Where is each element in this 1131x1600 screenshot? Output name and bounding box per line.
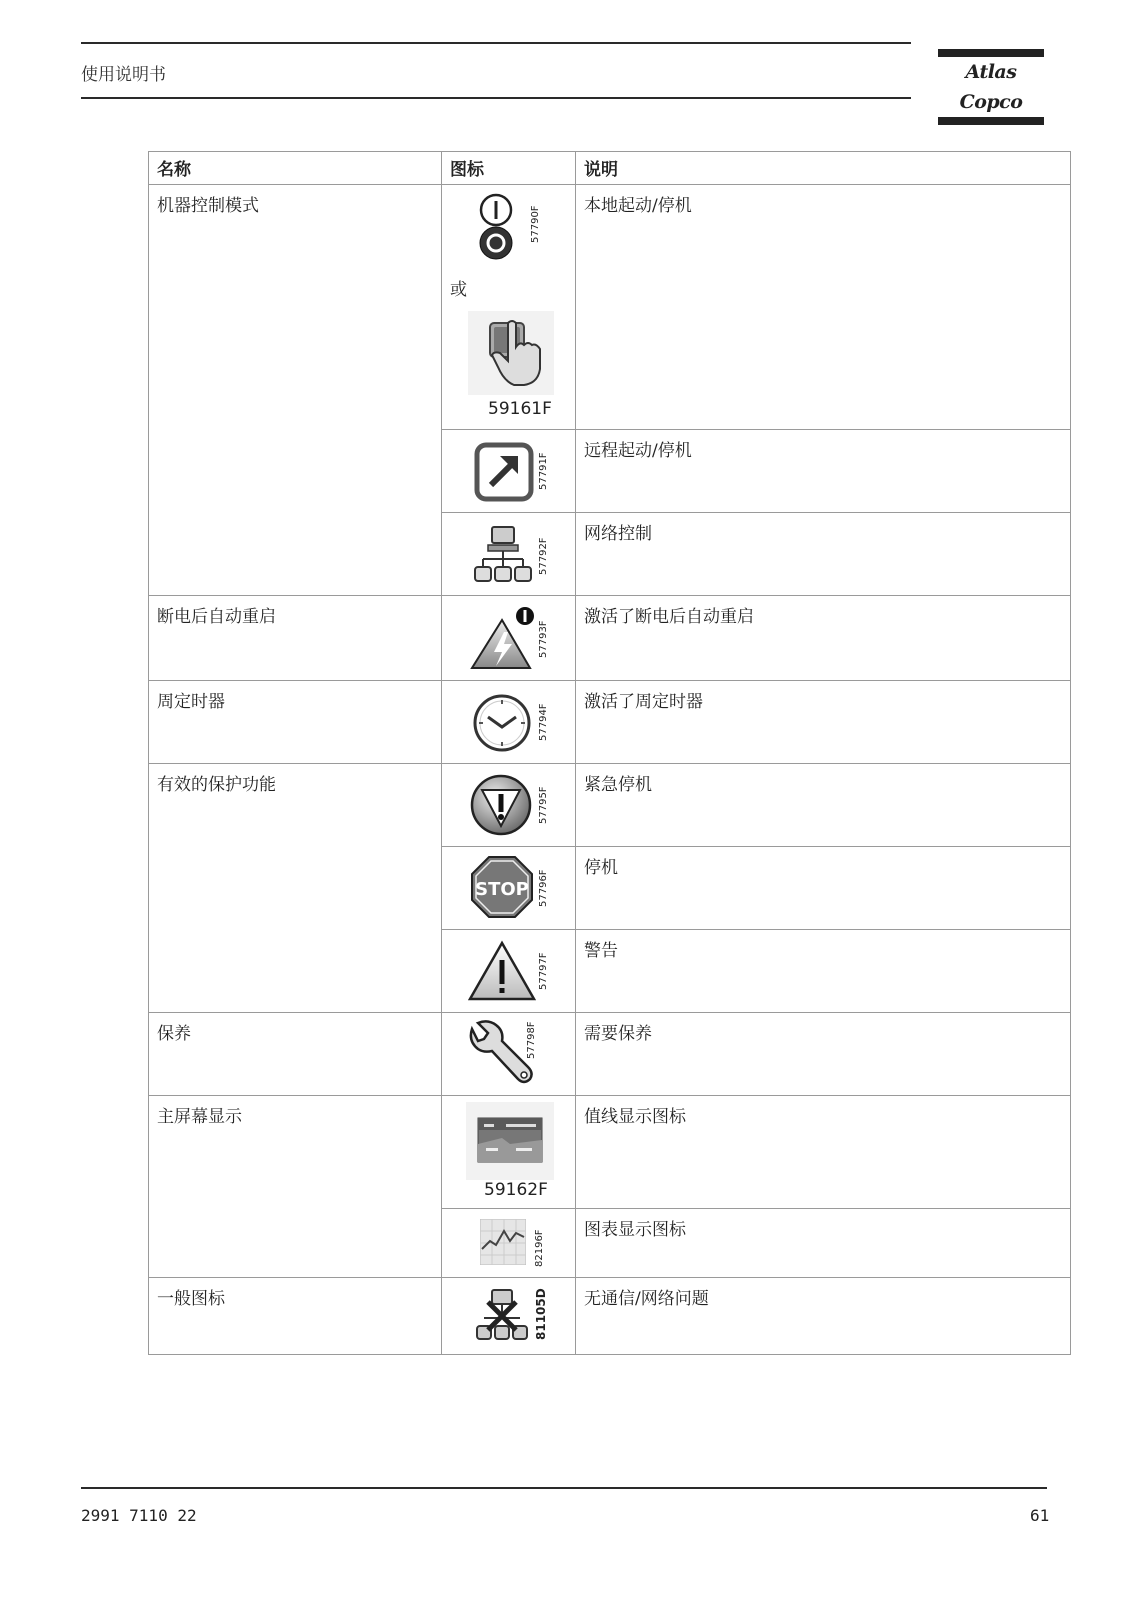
icon-code: 81105D	[534, 1288, 548, 1340]
icon-table	[148, 151, 1071, 1355]
chart-icon	[480, 1219, 526, 1265]
header-bottom-rule	[81, 97, 911, 99]
network-icon	[474, 525, 534, 585]
table-row	[149, 764, 1071, 847]
icon-code-alt: 59161F	[488, 399, 552, 419]
icon-code: 57794F	[538, 703, 549, 741]
row-description: 图表显示图标	[576, 1209, 1071, 1278]
column-header-icon: 图标	[442, 152, 576, 185]
icon-code: 59162F	[484, 1180, 548, 1200]
row-description: 网络控制	[576, 513, 1071, 596]
icon-code: 57792F	[538, 537, 549, 575]
svg-text:STOP: STOP	[475, 879, 529, 900]
icon-code: 57797F	[538, 952, 549, 990]
row-description: 警告	[576, 930, 1071, 1013]
row-description: 需要保养	[576, 1013, 1071, 1096]
row-name: 断电后自动重启	[149, 596, 442, 681]
row-description: 值线显示图标	[576, 1096, 1071, 1209]
row-name: 机器控制模式	[149, 185, 442, 596]
table-row	[149, 1096, 1071, 1209]
page-number: 61	[1030, 1506, 1050, 1525]
icon-code: 57798F	[526, 1021, 537, 1059]
start-stop-icon	[472, 191, 524, 261]
row-description: 无通信/网络问题	[576, 1278, 1071, 1355]
document-number: 2991 7110 22	[81, 1506, 197, 1525]
table-header-row	[149, 152, 1071, 185]
table-row	[149, 1278, 1071, 1355]
icon-code: 57790F	[530, 205, 541, 243]
warning-triangle-icon	[468, 940, 536, 1002]
row-description: 激活了断电后自动重启	[576, 596, 1071, 681]
power-restart-icon	[470, 606, 538, 670]
table-row	[149, 185, 1071, 430]
row-description: 停机	[576, 847, 1071, 930]
table-row	[149, 681, 1071, 764]
atlas-copco-logo: Atlas Copco	[938, 49, 1044, 125]
row-name: 周定时器	[149, 681, 442, 764]
row-description: 紧急停机	[576, 764, 1071, 847]
header-top-rule	[81, 42, 911, 44]
column-header-name: 名称	[149, 152, 442, 185]
icon-code: 57796F	[538, 869, 549, 907]
icon-code: 82196F	[534, 1229, 545, 1267]
row-description: 远程起动/停机	[576, 430, 1071, 513]
column-header-description: 说明	[576, 152, 1071, 185]
row-name: 有效的保护功能	[149, 764, 442, 1013]
table-row	[149, 1013, 1071, 1096]
stop-sign-icon	[470, 855, 534, 919]
or-label: 或	[450, 280, 467, 300]
row-name: 一般图标	[149, 1278, 442, 1355]
remote-arrow-icon	[474, 442, 534, 502]
row-name: 主屏幕显示	[149, 1096, 442, 1278]
table-row	[149, 596, 1071, 681]
icon-code: 57791F	[538, 452, 549, 490]
row-description: 本地起动/停机	[576, 185, 1071, 430]
row-description: 激活了周定时器	[576, 681, 1071, 764]
network-problem-icon	[476, 1288, 530, 1342]
document-title: 使用说明书	[81, 65, 166, 85]
row-name: 保养	[149, 1013, 442, 1096]
footer-rule	[81, 1487, 1047, 1489]
value-lines-icon	[466, 1102, 554, 1180]
icon-code: 57793F	[538, 620, 549, 658]
icon-code: 57795F	[538, 786, 549, 824]
emergency-stop-icon	[470, 774, 532, 836]
clock-icon	[472, 693, 532, 753]
touch-hand-icon	[468, 311, 554, 395]
